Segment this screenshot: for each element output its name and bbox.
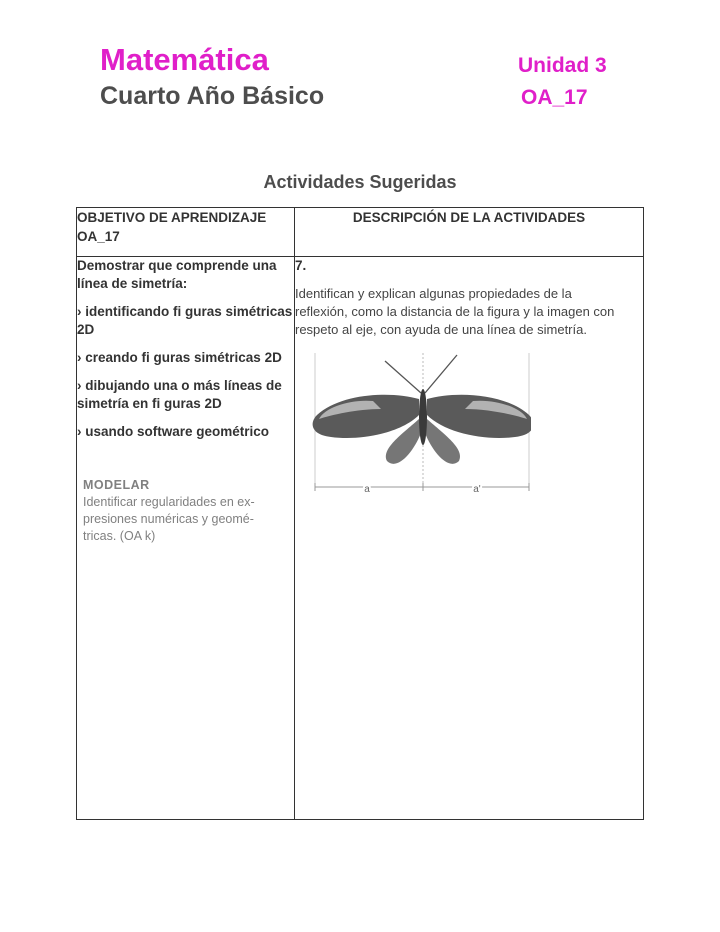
butterfly-symmetry-image: [301, 349, 531, 499]
objective-item: › identificando fi guras simétricas 2D: [77, 304, 293, 337]
objective-cell: [77, 257, 295, 820]
model-text: Identificar regularidades en ex- presiones numéricas y geomé- tricas. (OA k): [83, 495, 255, 543]
activity-number: 7.: [295, 258, 307, 273]
objective-column-header: OBJETIVO DE APRENDIZAJE OA_17: [77, 208, 295, 257]
activity-cell: [295, 257, 644, 820]
activities-table: [76, 207, 644, 820]
objective-code: OA_17: [521, 86, 588, 109]
butterfly-figure: [301, 349, 643, 504]
objective-item: › usando software geométrico: [77, 424, 270, 439]
grade-title: Cuarto Año Básico: [100, 82, 325, 110]
activity-description: Identifican y explican algunas propiedades de la reflexión, como la distancia de la figura y la imagen con respeto al eje, con ayuda de una línea de simetría.: [295, 286, 615, 337]
table-header-row: [77, 208, 644, 257]
model-box: [77, 477, 294, 545]
objective-intro: Demostrar que comprende una línea de simetría:: [77, 258, 277, 291]
model-title: MODELAR: [83, 478, 150, 492]
objective-item: › creando fi guras simétricas 2D: [77, 350, 282, 365]
distance-label-right: a': [473, 484, 481, 495]
unit-label: Unidad 3: [518, 54, 607, 77]
table-row: [77, 257, 644, 820]
description-column-header: DESCRIPCIÓN DE LA ACTIVIDADES: [295, 208, 644, 257]
section-title: Actividades Sugeridas: [263, 172, 457, 192]
objective-item: › dibujando una o más líneas de simetría en fi guras 2D: [77, 378, 282, 411]
distance-label-left: a: [364, 484, 370, 495]
subject-title: Matemática: [100, 42, 269, 77]
